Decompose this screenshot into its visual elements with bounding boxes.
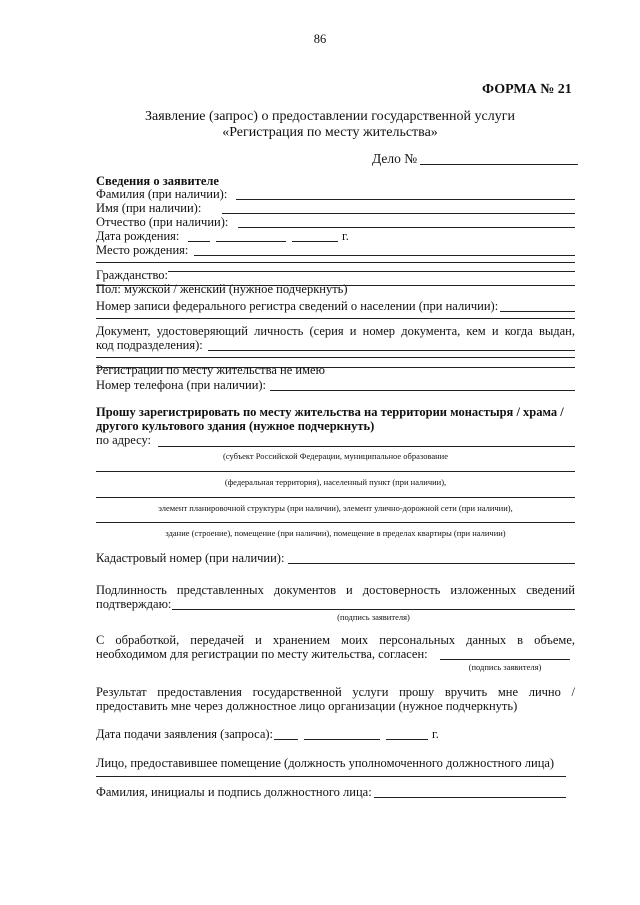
address-field-1[interactable] <box>158 446 575 447</box>
patronymic-field[interactable] <box>238 227 575 228</box>
address-field-3[interactable] <box>96 497 575 498</box>
address-field-2[interactable] <box>96 471 575 472</box>
provider-field[interactable] <box>96 776 566 777</box>
consent-signature-caption: (подпись заявителя) <box>468 662 542 672</box>
result-line2: предоставить мне через должностное лицо организации (нужное подчеркнуть) <box>96 699 518 713</box>
cadastral-field[interactable] <box>288 563 575 564</box>
applicant-heading: Сведения о заявителе <box>96 174 219 188</box>
submission-day-field[interactable] <box>274 739 298 740</box>
address-caption-3: элемент планировочной структуры (при наличии), элемент улично-дорожной сети (при наличии), <box>158 503 513 513</box>
confirmation-line2: подтверждаю: <box>96 597 172 611</box>
address-caption-2: (федеральная территория), населенный пункт (при наличии), <box>224 477 447 487</box>
surname-label: Фамилия (при наличии): <box>96 187 228 201</box>
consent-line2: необходимом для регистрации по месту жительства, согласен: <box>96 647 428 661</box>
address-caption-4: здание (строение), помещение (при наличии), помещение в пределах квартиры (при наличии) <box>165 528 506 538</box>
address-label: по адресу: <box>96 433 152 447</box>
confirmation-signature-field[interactable] <box>172 609 575 610</box>
birth-place-field-2[interactable] <box>96 262 575 263</box>
form-title-line1: Заявление (запрос) о предоставлении государственной услуги <box>145 109 515 124</box>
result-line1: Результат предоставления государственной услуги прошу вручить мне лично / <box>96 685 575 699</box>
identity-doc-line2: код подразделения): <box>96 338 203 352</box>
birth-day-field[interactable] <box>188 241 210 242</box>
birth-year-field[interactable] <box>292 241 338 242</box>
official-label: Фамилия, инициалы и подпись должностного лица: <box>96 785 372 799</box>
provider-label: Лицо, предоставившее помещение (должность уполномоченного должностного лица) <box>96 756 555 770</box>
form-label: ФОРМА № 21 <box>482 82 572 97</box>
name-label: Имя (при наличии): <box>96 201 202 215</box>
no-registration-divider <box>96 367 575 368</box>
form-title-line2: «Регистрация по месту жительства» <box>222 125 438 140</box>
submission-year-field[interactable] <box>386 739 428 740</box>
confirmation-signature-caption: (подпись заявителя) <box>337 612 410 622</box>
case-number-label: Дело № <box>372 151 418 166</box>
request-heading-line2: другого культового здания (нужное подчеркнуть) <box>96 419 375 433</box>
register-record-field[interactable] <box>500 311 575 312</box>
birth-month-field[interactable] <box>216 241 286 242</box>
page-number: 86 <box>313 32 327 46</box>
address-caption-1: (субъект Российской Федерации, муниципальное образование <box>222 451 448 461</box>
citizenship-label: Гражданство: <box>96 268 169 282</box>
consent-signature-field[interactable] <box>440 659 570 660</box>
cadastral-label: Кадастровый номер (при наличии): <box>96 551 285 565</box>
identity-doc-line1: Документ, удостоверяющий личность (серия и номер документа, кем и когда выдан, <box>96 324 575 338</box>
sex-label: Пол: мужской / женский (нужное подчеркнуть) <box>96 282 348 296</box>
patronymic-label: Отчество (при наличии): <box>96 215 229 229</box>
surname-field[interactable] <box>236 199 575 200</box>
register-record-field-2[interactable] <box>96 318 575 319</box>
request-heading-line1: Прошу зарегистрировать по месту жительства на территории монастыря / храма / <box>96 405 564 419</box>
no-registration-text: Регистрации по месту жительства не имею <box>96 363 325 377</box>
address-field-4[interactable] <box>96 522 575 523</box>
submission-date-year-suffix: г. <box>432 727 439 741</box>
phone-field[interactable] <box>270 390 575 391</box>
birth-date-label: Дата рождения: <box>96 229 180 243</box>
identity-doc-field-2[interactable] <box>96 357 575 358</box>
submission-month-field[interactable] <box>304 739 380 740</box>
sex-divider <box>96 285 575 286</box>
confirmation-line1: Подлинность представленных документов и достоверность изложенных сведений <box>96 583 575 597</box>
birth-date-year-suffix: г. <box>342 229 349 243</box>
identity-doc-field[interactable] <box>208 350 575 351</box>
citizenship-field[interactable] <box>168 271 575 272</box>
birth-place-label: Место рождения: <box>96 243 189 257</box>
official-field[interactable] <box>374 797 566 798</box>
submission-date-label: Дата подачи заявления (запроса): <box>96 727 274 741</box>
case-number-field[interactable] <box>420 164 578 165</box>
consent-line1: С обработкой, передачей и хранением моих персональных данных в объеме, <box>96 633 575 647</box>
register-record-label: Номер записи федерального регистра сведений о населении (при наличии): <box>96 299 499 313</box>
phone-label: Номер телефона (при наличии): <box>96 378 267 392</box>
name-field[interactable] <box>222 213 575 214</box>
birth-place-field[interactable] <box>194 255 575 256</box>
